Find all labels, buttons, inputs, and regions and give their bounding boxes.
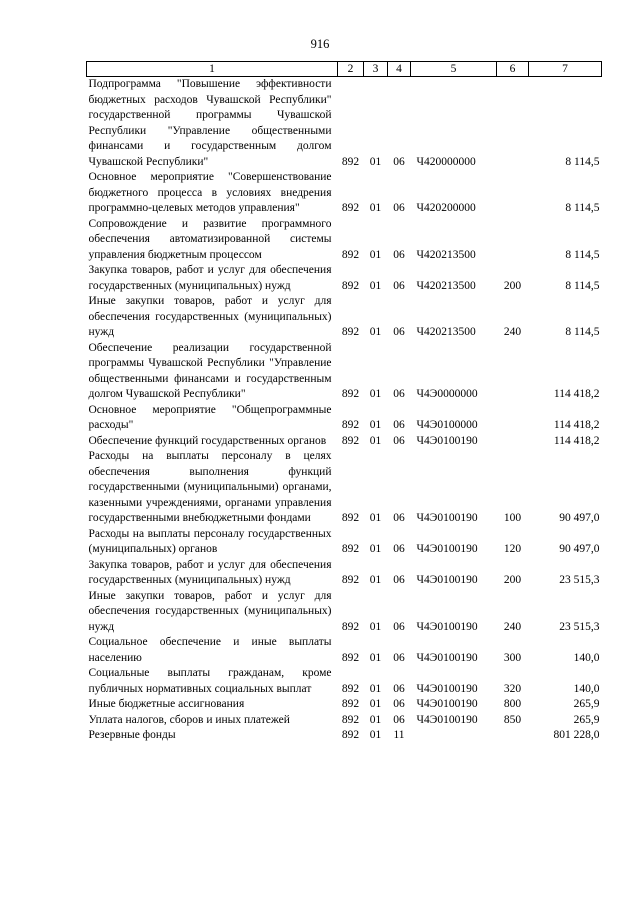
cell-subsection: 06 — [393, 326, 405, 338]
cell-target-article: Ч420213500 — [416, 326, 476, 338]
cell-subsection: 11 — [393, 729, 405, 741]
cell-subsection: 06 — [393, 651, 405, 664]
cell-admin-code: 892 — [341, 388, 360, 400]
cell-expense-type — [497, 403, 529, 434]
cell-section: 01 — [369, 434, 382, 447]
cell-section: 01 — [369, 713, 382, 726]
table-row — [87, 77, 602, 171]
table-row — [87, 635, 602, 666]
table-row — [87, 728, 602, 744]
cell-name: Иные бюджетные ассигнования — [88, 698, 245, 710]
cell-expense-type: 300 — [503, 651, 522, 664]
cell-admin-code: 892 — [341, 620, 360, 633]
cell-subsection: 06 — [393, 155, 405, 168]
cell-section: 01 — [369, 155, 382, 168]
cell-subsection: 06 — [393, 434, 405, 447]
cell-section: 01 — [369, 326, 382, 338]
cell-amount: 8 114,5 — [565, 202, 600, 214]
cell-admin-code: 892 — [341, 326, 360, 338]
page-number: 916 — [310, 37, 330, 51]
table-row — [87, 589, 602, 636]
cell-subsection: 06 — [393, 202, 405, 214]
header-col-3: 3 — [364, 62, 388, 77]
cell-target-article: Ч420213500 — [416, 279, 476, 292]
cell-subsection: 06 — [393, 574, 405, 586]
table-row — [87, 449, 602, 527]
table-row — [87, 341, 602, 403]
cell-name: Основное мероприятие "Общепрограммные расходы" — [88, 403, 332, 431]
cell-amount: 90 497,0 — [559, 512, 600, 524]
cell-subsection: 06 — [393, 419, 405, 431]
cell-expense-type: 240 — [503, 620, 522, 633]
cell-name: Закупка товаров, работ и услуг для обеспечения государственных (муниципальных) нужд — [88, 558, 332, 586]
cell-expense-type — [497, 728, 529, 744]
cell-section: 01 — [369, 202, 382, 214]
cell-name: Социальные выплаты гражданам, кроме публичных нормативных социальных выплат — [88, 667, 332, 695]
cell-name: Основное мероприятие "Совершенствование бюджетного процесса в условиях внедрения программно-целевых методов управления" — [88, 171, 332, 214]
cell-section: 01 — [369, 419, 382, 431]
cell-target-article — [411, 728, 497, 744]
cell-target-article: Ч4Э0100190 — [416, 574, 478, 586]
cell-subsection: 06 — [393, 248, 405, 261]
table-row — [87, 294, 602, 341]
cell-name: Резервные фонды — [88, 729, 176, 741]
cell-target-article: Ч4Э0100190 — [416, 620, 478, 633]
cell-target-article: Ч4Э0100190 — [416, 698, 478, 710]
cell-amount: 8 114,5 — [565, 155, 600, 168]
cell-section: 01 — [369, 729, 382, 741]
cell-subsection: 06 — [393, 512, 405, 524]
cell-target-article: Ч4Э0000000 — [416, 388, 478, 400]
cell-admin-code: 892 — [341, 419, 360, 431]
table-body — [87, 77, 602, 744]
cell-expense-type: 200 — [503, 279, 522, 292]
cell-target-article: Ч4Э0100190 — [416, 713, 478, 726]
table-row — [87, 170, 602, 217]
cell-section: 01 — [369, 279, 382, 292]
cell-name: Расходы на выплаты персоналу государственных (муниципальных) органов — [88, 527, 332, 555]
cell-amount: 8 114,5 — [565, 326, 600, 338]
cell-amount: 8 114,5 — [565, 248, 600, 261]
cell-amount: 801 228,0 — [553, 729, 600, 741]
table-header — [87, 62, 602, 77]
cell-amount: 114 418,2 — [553, 388, 600, 400]
cell-expense-type — [497, 170, 529, 217]
header-col-4: 4 — [388, 62, 411, 77]
cell-admin-code: 892 — [341, 698, 360, 710]
cell-section: 01 — [369, 574, 382, 586]
table-row — [87, 666, 602, 697]
header-col-2: 2 — [338, 62, 364, 77]
cell-admin-code: 892 — [341, 729, 360, 741]
cell-expense-type — [497, 434, 529, 450]
cell-expense-type — [497, 341, 529, 403]
cell-name: Подпрограмма "Повышение эффективности бюджетных расходов Чувашской Республики" государственной программы Чувашской Республики "Управление общественными финансами и государственным долгом Чувашской Республики" — [88, 78, 332, 168]
cell-section: 01 — [369, 543, 382, 555]
cell-target-article: Ч4Э0100190 — [416, 682, 478, 695]
header-row — [87, 62, 602, 77]
cell-admin-code: 892 — [341, 512, 360, 524]
table-row — [87, 217, 602, 264]
cell-name: Расходы на выплаты персоналу в целях обеспечения выполнения функций государственными (муниципальными) органами, казенными учреждениями, органами управления государственными внебюджетными фондами — [88, 450, 332, 524]
cell-name: Иные закупки товаров, работ и услуг для обеспечения государственных (муниципальных) нужд — [88, 589, 332, 633]
cell-amount: 140,0 — [573, 651, 600, 664]
cell-expense-type — [497, 217, 529, 264]
table-row — [87, 697, 602, 713]
cell-admin-code: 892 — [341, 155, 360, 168]
cell-section: 01 — [369, 698, 382, 710]
cell-target-article: Ч4Э0100190 — [416, 543, 478, 555]
cell-expense-type: 320 — [503, 682, 522, 695]
cell-target-article: Ч4Э0100190 — [416, 512, 478, 524]
cell-expense-type: 240 — [503, 326, 522, 338]
cell-admin-code: 892 — [341, 279, 360, 292]
cell-expense-type: 100 — [503, 512, 522, 524]
cell-section: 01 — [369, 388, 382, 400]
cell-expense-type — [497, 77, 529, 171]
cell-target-article: Ч4Э0100190 — [416, 434, 478, 447]
cell-section: 01 — [369, 620, 382, 633]
table-row — [87, 558, 602, 589]
budget-table — [86, 61, 602, 744]
cell-expense-type: 120 — [503, 543, 522, 555]
cell-subsection: 06 — [393, 543, 405, 555]
cell-name: Социальное обеспечение и иные выплаты населению — [88, 636, 332, 664]
table-row — [87, 434, 602, 450]
cell-name: Иные закупки товаров, работ и услуг для обеспечения государственных (муниципальных) нужд — [88, 295, 332, 338]
cell-target-article: Ч420213500 — [416, 248, 476, 261]
cell-admin-code: 892 — [341, 682, 360, 695]
cell-target-article: Ч420200000 — [416, 202, 476, 214]
table-row — [87, 403, 602, 434]
cell-subsection: 06 — [393, 279, 405, 292]
cell-amount: 114 418,2 — [553, 419, 600, 431]
cell-subsection: 06 — [393, 713, 405, 726]
cell-admin-code: 892 — [341, 434, 360, 447]
cell-amount: 114 418,2 — [553, 434, 600, 447]
cell-target-article: Ч4Э0100000 — [416, 419, 478, 431]
cell-name: Обеспечение функций государственных органов — [88, 434, 327, 447]
table-row — [87, 713, 602, 729]
cell-section: 01 — [369, 682, 382, 695]
cell-amount: 8 114,5 — [565, 279, 600, 292]
cell-name: Обеспечение реализации государственной программы Чувашской Республики "Управление общественными финансами и государственным долгом Чувашской Республики" — [88, 341, 332, 400]
cell-expense-type: 800 — [503, 698, 522, 710]
cell-admin-code: 892 — [341, 202, 360, 214]
cell-subsection: 06 — [393, 620, 405, 633]
cell-section: 01 — [369, 651, 382, 664]
table-row — [87, 263, 602, 294]
cell-expense-type: 850 — [503, 713, 522, 726]
cell-admin-code: 892 — [341, 574, 360, 586]
cell-subsection: 06 — [393, 388, 405, 400]
cell-name: Закупка товаров, работ и услуг для обеспечения государственных (муниципальных) нужд — [88, 264, 332, 292]
header-col-5: 5 — [411, 62, 497, 77]
cell-admin-code: 892 — [341, 651, 360, 664]
cell-amount: 23 515,3 — [559, 620, 600, 633]
table-row — [87, 527, 602, 558]
cell-amount: 23 515,3 — [559, 574, 600, 586]
cell-amount: 265,9 — [573, 713, 600, 726]
cell-subsection: 06 — [393, 682, 405, 695]
cell-admin-code: 892 — [341, 543, 360, 555]
cell-admin-code: 892 — [341, 248, 360, 261]
cell-section: 01 — [369, 512, 382, 524]
header-col-1: 1 — [87, 62, 338, 77]
cell-name: Сопровождение и развитие программного обеспечения автоматизированной системы управления бюджетным процессом — [88, 217, 332, 261]
cell-section: 01 — [369, 248, 382, 261]
cell-amount: 90 497,0 — [559, 543, 600, 555]
cell-expense-type: 200 — [503, 574, 522, 586]
header-col-6: 6 — [497, 62, 529, 77]
header-col-7: 7 — [529, 62, 602, 77]
cell-subsection: 06 — [393, 698, 405, 710]
cell-amount: 265,9 — [573, 698, 600, 710]
cell-admin-code: 892 — [341, 713, 360, 726]
cell-name: Уплата налогов, сборов и иных платежей — [88, 713, 290, 726]
cell-target-article: Ч4Э0100190 — [416, 651, 478, 664]
cell-amount: 140,0 — [573, 682, 600, 695]
cell-target-article: Ч420000000 — [416, 155, 476, 168]
